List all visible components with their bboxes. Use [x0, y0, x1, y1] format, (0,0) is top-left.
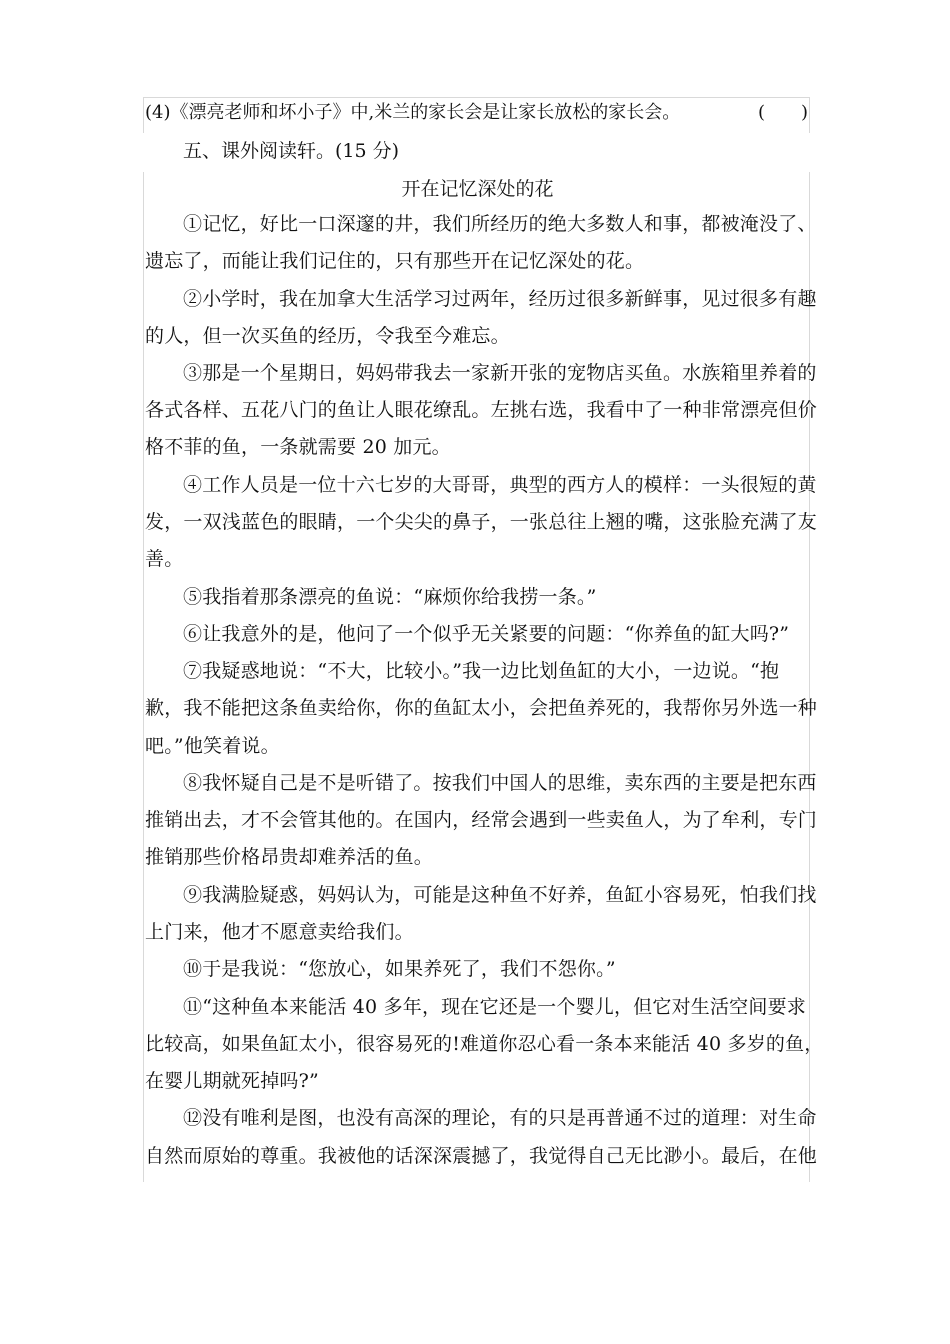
article-line: ⑦我疑惑地说：“不大，比较小。”我一边比划鱼缸的大小，一边说。“抱 [183, 660, 780, 682]
question-text: (4)《漂亮老师和坏小子》中,米兰的家长会是让家长放松的家长会。 [145, 102, 681, 123]
article-line: ⑩于是我说：“您放心，如果养死了，我们不怨你。” [183, 958, 616, 980]
article-line: 各式各样、五花八门的鱼让人眼花缭乱。左挑右选，我看中了一种非常漂亮但价 [145, 399, 818, 421]
article-title: 开在记忆深处的花 [401, 178, 554, 200]
article-line: 的人，但一次买鱼的经历，令我至今难忘。 [145, 325, 510, 347]
section-heading: 五、课外阅读轩。(15 分) [183, 140, 400, 162]
article-line: ④工作人员是一位十六七岁的大哥哥，典型的西方人的模样：一头很短的黄 [183, 474, 817, 496]
article-line: 歉，我不能把这条鱼卖给你，你的鱼缸太小，会把鱼养死的，我帮你另外选一种 [145, 697, 818, 719]
left-border-line [143, 172, 144, 1182]
article-line: ⑫没有唯利是图，也没有高深的理论，有的只是再普通不过的道理：对生命 [183, 1107, 817, 1129]
article-line: ⑤我指着那条漂亮的鱼说：“麻烦你给我捞一条。” [183, 586, 597, 608]
article-line: 推销出去，才不会管其他的。在国内，经常会遇到一些卖鱼人，为了牟利，专门 [145, 809, 818, 831]
article-line: 在婴儿期就死掉吗?” [145, 1070, 319, 1092]
left-border-line-top [143, 97, 144, 133]
article-line: 格不菲的鱼，一条就需要 20 加元。 [145, 436, 451, 458]
article-line: ⑥让我意外的是，他问了一个似乎无关紧要的问题：“你养鱼的缸大吗?” [183, 623, 790, 645]
article-line: ⑨我满脸疑惑，妈妈认为，可能是这种鱼不好养，鱼缸小容易死，怕我们找 [183, 884, 817, 906]
article-line: ①记忆，好比一口深邃的井，我们所经历的绝大多数人和事，都被淹没了、 [183, 213, 817, 235]
top-border-line [143, 97, 810, 98]
article-line: 遗忘了，而能让我们记住的，只有那些开在记忆深处的花。 [145, 250, 645, 272]
judgement-question [145, 101, 810, 125]
article-line: 推销那些价格昂贵却难养活的鱼。 [145, 846, 434, 868]
article-line: 吧。”他笑着说。 [145, 735, 280, 757]
article-line: 自然而原始的尊重。我被他的话深深震撼了，我觉得自己无比渺小。最后，在他 [145, 1145, 818, 1167]
article-line: 比较高，如果鱼缸太小，很容易死的!难道你忍心看一条本来能活 40 多岁的鱼， [145, 1033, 824, 1055]
article-line: 上门来，他才不愿意卖给我们。 [145, 921, 414, 943]
answer-blank: ( ) [757, 102, 808, 123]
article-line: 发，一双浅蓝色的眼睛，一个尖尖的鼻子，一张总往上翘的嘴，这张脸充满了友 [145, 511, 818, 533]
article-line: ③那是一个星期日，妈妈带我去一家新开张的宠物店买鱼。水族箱里养着的 [183, 362, 817, 384]
article-line: ⑪“这种鱼本来能活 40 多年，现在它还是一个婴儿，但它对生活空间要求 [183, 996, 806, 1018]
article-line: 善。 [145, 548, 184, 570]
article-line: ②小学时，我在加拿大生活学习过两年，经历过很多新鲜事，见过很多有趣 [183, 288, 817, 310]
article-line: ⑧我怀疑自己是不是听错了。按我们中国人的思维，卖东西的主要是把东西 [183, 772, 817, 794]
